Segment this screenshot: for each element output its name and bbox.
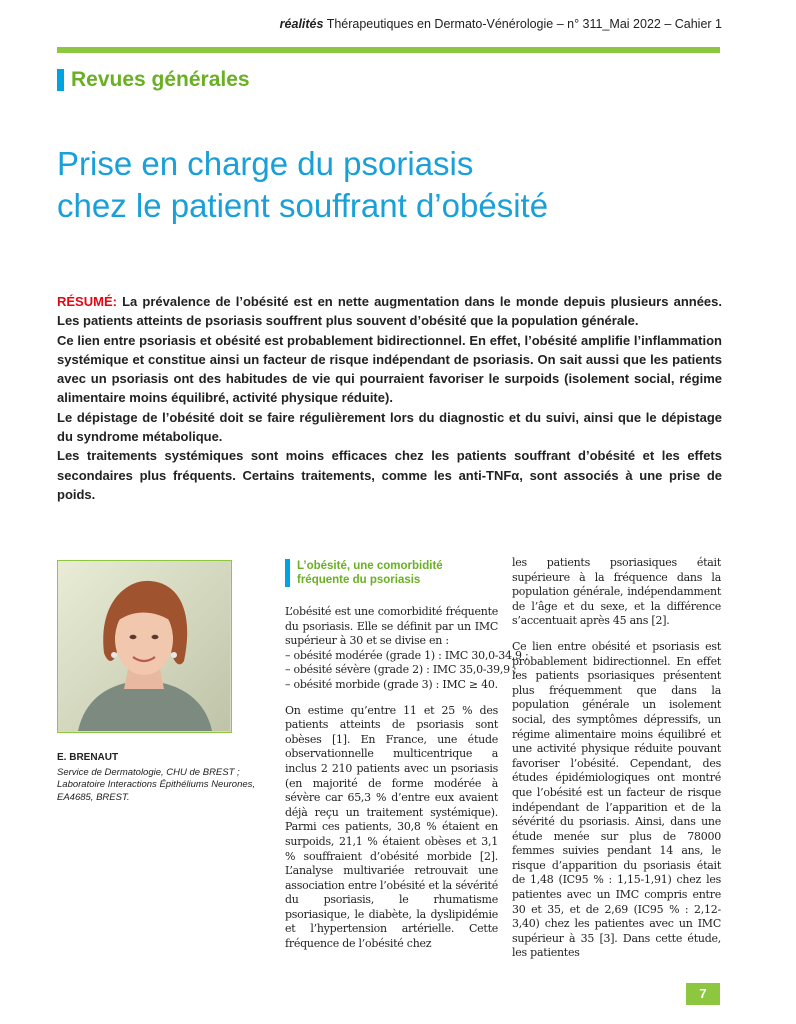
column1-paragraph-2: On estime qu’entre 11 et 25 % des patients atteints de psoriasis sont obèses [1]. En France, une étude observationnelle multicentrique a inclus 2 210 patients avec un psoriasis (en majorité de forme modérée à sévère car 65,3 % d’entre eux avaient déjà reçu un traitement systémique). Parmi ces patients, 30,8 % étaient en surpoids, 21,1 % étaient obèses et 3,1 % souffraient d’obésité morbide [2]. L’analyse multivariée retrouvait une association entre l’obésité et la sévérité du psoriasis, le rhumatisme psoriasique, le diabète, la dyslipidémie et l’hypertension artérielle. Cette fréquence de l’obésité chez xyxy=(285,703,498,951)
title-line-2: chez le patient souffrant d’obésité xyxy=(57,187,549,224)
summary-block xyxy=(57,292,722,504)
list-item-grade3: – obésité morbide (grade 3) : IMC ≥ 40. xyxy=(285,677,498,691)
author-affiliation-2: Laboratoire Interactions Épithéliums Neurones, EA4685, BREST. xyxy=(57,779,256,803)
article-title xyxy=(57,143,737,227)
author-affiliation-1: Service de Dermatologie, CHU de BREST ; xyxy=(57,766,240,778)
summary-paragraph-3: Le dépistage de l’obésité doit se faire régulièrement lors du diagnostic et du suivi, ainsi que le dépistage du syndrome métabolique. xyxy=(57,409,722,445)
column1-intro: L’obésité est une comorbidité fréquente du psoriasis. Elle se définit par un IMC supérieur à 30 et se divise en : xyxy=(285,605,498,648)
list-item-grade1: – obésité modérée (grade 1) : IMC 30,0-34,9 ; xyxy=(285,648,529,662)
summary-paragraph-2: Ce lien entre psoriasis et obésité est probablement bidirectionnel. En effet, l’obésité amplifie l’inflammation systémique et constitue ainsi un facteur de risque indépendant de psoriasis. On sait aussi que les patients avec un psoriasis ont des habitudes de vie qui pourraient favoriser le surpoids (isolement social, régime alimentaire moins équilibré, activité physique réduite). xyxy=(57,332,722,406)
journal-header xyxy=(280,17,722,31)
header-rule xyxy=(57,47,720,53)
author-name: E. BRENAUT xyxy=(57,752,119,763)
summary-label: RÉSUMÉ: xyxy=(57,294,117,309)
column1-paragraph-1 xyxy=(285,605,529,693)
section-marker xyxy=(57,69,64,91)
subheading-marker xyxy=(285,559,290,587)
title-line-1: Prise en charge du psoriasis xyxy=(57,145,474,182)
author-block xyxy=(57,752,287,804)
author-portrait-image xyxy=(58,561,230,731)
column2-paragraph-1: les patients psoriasiques était supérieure à la fréquence dans la population générale, indépendamment de l’âge et du sexe, et la différence s’accentuait après 45 ans [2]. xyxy=(512,556,721,628)
article-subheading xyxy=(285,559,498,587)
list-item-grade2: – obésité sévère (grade 2) : IMC 35,0-39,9 ; xyxy=(285,663,517,677)
journal-issue: Thérapeutiques en Dermato-Vénérologie – n° 311_Mai 2022 – Cahier 1 xyxy=(323,17,722,31)
summary-paragraph-4: Les traitements systémiques sont moins efficaces chez les patients souffrant d’obésité et les effets secondaires plus fréquents. Certains traitements, comme les anti-TNFα, sont associés à une prise de poids. xyxy=(57,448,722,502)
subheading-text: L’obésité, une comorbidité fréquente du psoriasis xyxy=(297,560,443,586)
summary-paragraph-1 xyxy=(57,292,722,331)
section-label xyxy=(57,68,250,92)
column2-paragraph-2: Ce lien entre obésité et psoriasis est probablement bidirectionnel. En effet les patients psoriasiques présentent plus fréquemment que dans la population générale un isolement social, des symptômes dépressifs, un régime alimentaire moins équilibré et une activité physique réduite pouvant favoriser l’obésité. Cependant, des études épidémiologiques ont montré que l’obésité est un facteur de risque indépendant de l’apparition et de la sévérité du psoriasis. Ainsi, dans une étude menée sur plus de 78000 femmes suivies pendant 14 ans, le risque d’apparition du psoriasis était de 1,48 (IC95 % : 1,15-1,91) chez les patientes avec un IMC compris entre 30 et 35, et de 2,69 (IC95 % : 2,12-3,40) chez les patientes avec un IMC supérieur à 35 [3]. Dans cette étude, les patientes xyxy=(512,639,721,960)
summary-text-1: La prévalence de l’obésité est en nette augmentation dans le monde depuis plusieurs années. Les patients atteints de psoriasis souffrent plus souvent d’obésité que la population générale. xyxy=(57,294,722,329)
page-number: 7 xyxy=(686,983,720,1005)
article-column-2 xyxy=(512,556,721,972)
journal-brand: réalités xyxy=(279,17,324,31)
article-column-1 xyxy=(285,605,529,963)
section-label-text: Revues générales xyxy=(71,68,250,91)
author-photo xyxy=(57,560,232,733)
